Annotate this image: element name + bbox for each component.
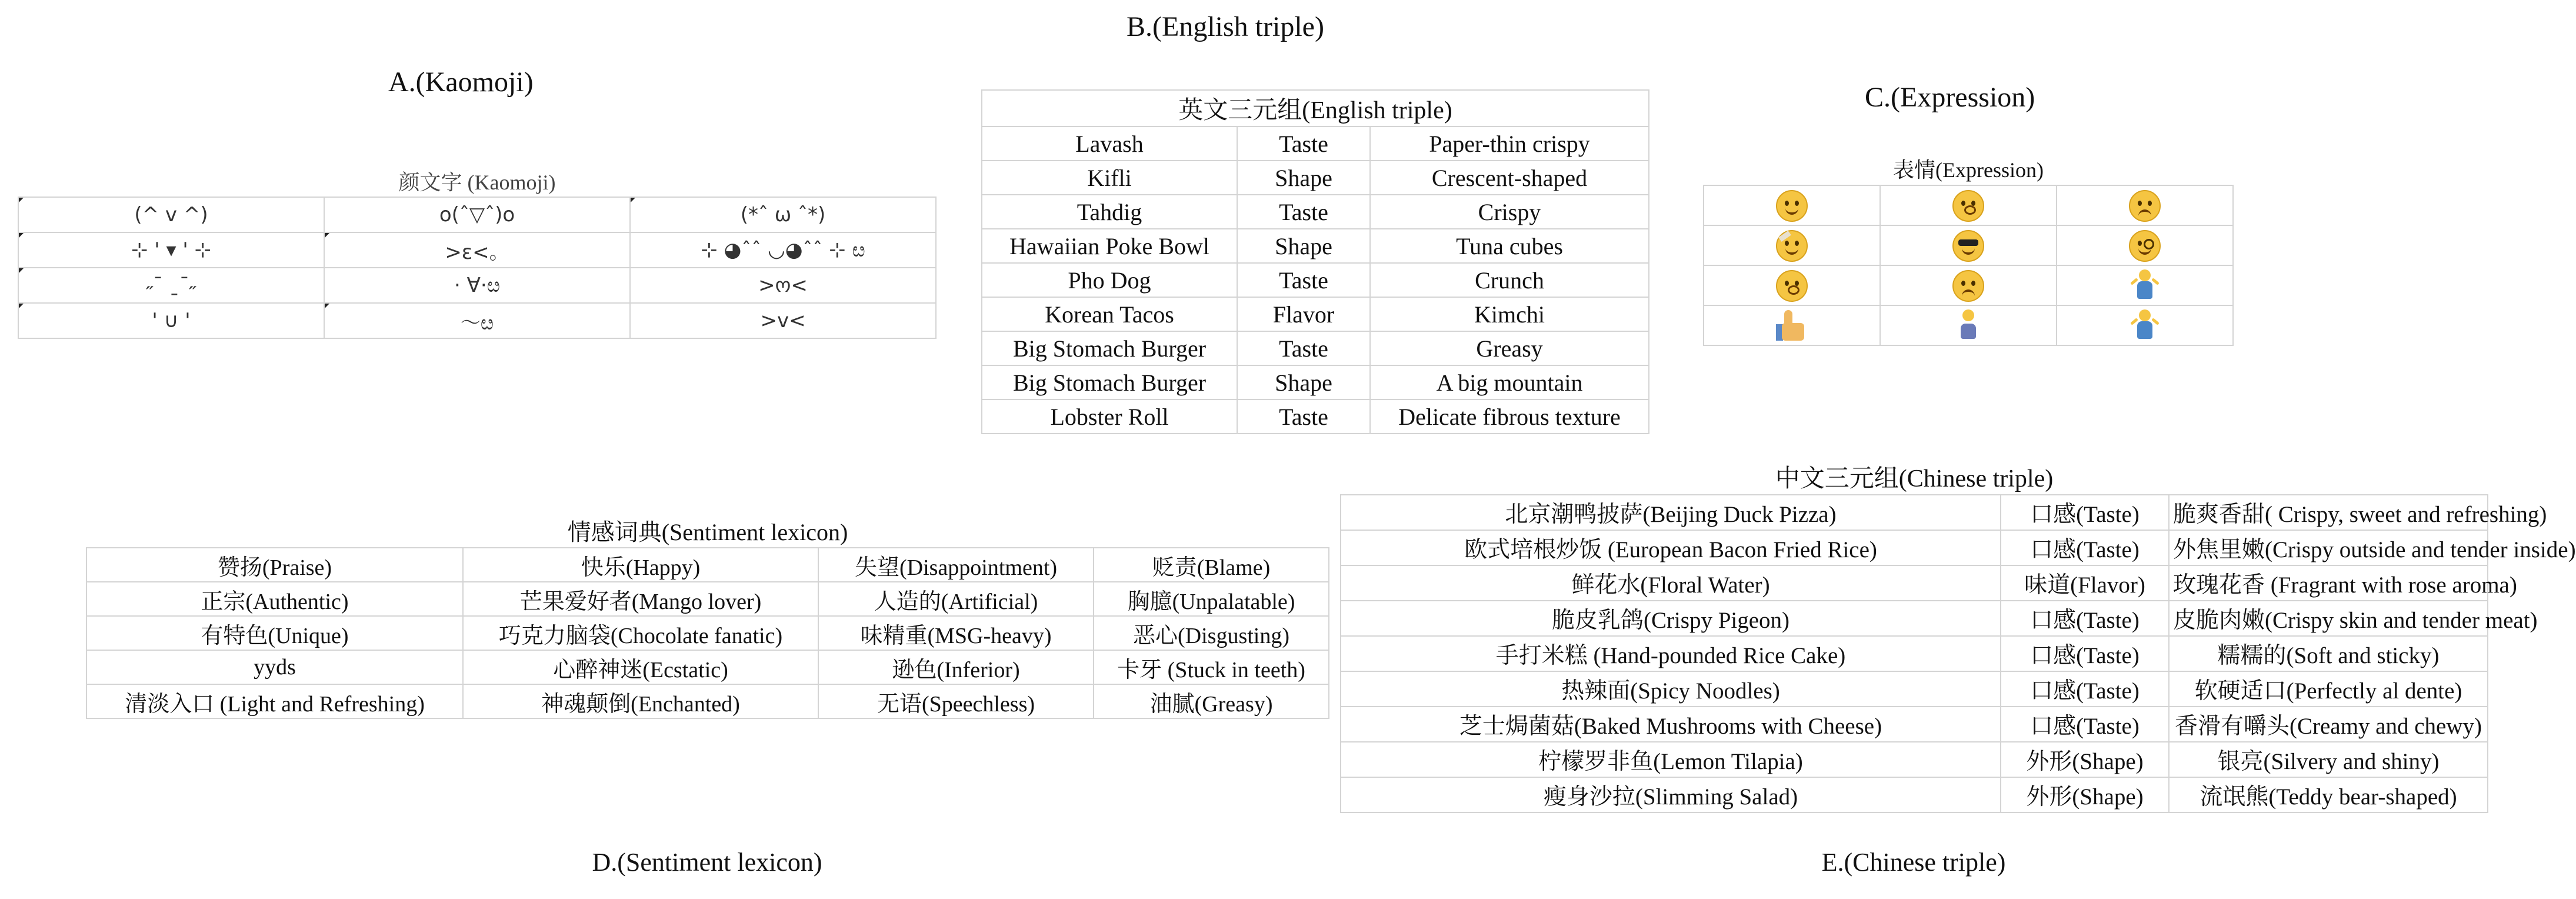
kaomoji-cell: >ε<。	[324, 232, 630, 268]
sentiment-term-cell: 无语(Speechless)	[818, 684, 1094, 718]
english-triple-cell: Taste	[1237, 195, 1370, 229]
english-triple-cell: Shape	[1237, 229, 1370, 263]
sentiment-term-cell: 清淡入口 (Light and Refreshing)	[86, 684, 463, 718]
table-row	[982, 331, 1649, 365]
table-row	[1341, 565, 2488, 601]
chinese-triple-cell: 银亮(Silvery and shiny)	[2169, 742, 2488, 777]
thumbs-up-icon	[1776, 310, 1808, 342]
chinese-triple-cell: 脆爽香甜( Crispy, sweet and refreshing)	[2169, 495, 2488, 530]
emoji-cell	[1880, 305, 2057, 345]
english-triple-cell: Kimchi	[1370, 297, 1649, 331]
english-triple-cell: Crescent-shaped	[1370, 161, 1649, 195]
chinese-triple-cell: 玫瑰花香 (Fragrant with rose aroma)	[2169, 565, 2488, 601]
english-triple-cell: Taste	[1237, 263, 1370, 297]
english-triple-cell: Kifli	[982, 161, 1237, 195]
kaomoji-table	[18, 165, 937, 339]
table-row	[1341, 601, 2488, 636]
table-row	[1341, 707, 2488, 742]
emoji-cell	[1880, 265, 2057, 305]
chinese-triple-caption: 中文三元组(Chinese triple)	[1341, 459, 2488, 495]
panel-b-title: B.(English triple)	[1127, 11, 1324, 42]
sentiment-term-cell: 快乐(Happy)	[463, 548, 818, 582]
table-row	[1341, 636, 2488, 671]
chinese-triple-cell: 芝士焗菌菇(Baked Mushrooms with Cheese)	[1341, 707, 2001, 742]
sad-face-icon	[1952, 270, 1984, 302]
table-row	[982, 126, 1649, 161]
chinese-triple-cell: 味道(Flavor)	[2001, 565, 2169, 601]
table-row	[86, 650, 1329, 684]
panel-a-title: A.(Kaomoji)	[388, 66, 534, 98]
emoji-cell	[1704, 185, 1880, 225]
english-triple-cell: Paper-thin crispy	[1370, 126, 1649, 161]
frown-face-icon	[2129, 190, 2161, 222]
english-triple-caption: 英文三元组(English triple)	[982, 90, 1649, 126]
sentiment-term-cell: 芒果爱好者(Mango lover)	[463, 582, 818, 616]
bow-person-icon	[1954, 309, 1983, 342]
english-triple-cell: Taste	[1237, 126, 1370, 161]
chinese-triple-cell: 糯糯的(Soft and sticky)	[2169, 636, 2488, 671]
chinese-triple-cell: 口感(Taste)	[2001, 636, 2169, 671]
chinese-triple-cell: 鲜花水(Floral Water)	[1341, 565, 2001, 601]
chinese-triple-table	[1340, 459, 2576, 813]
kaomoji-cell: >ო<	[630, 268, 936, 303]
sentiment-term-cell: yyds	[86, 650, 463, 684]
emoji-cell	[1704, 305, 1880, 345]
emoji-cell	[2057, 225, 2233, 265]
sentiment-term-cell: 逊色(Inferior)	[818, 650, 1094, 684]
expression-table	[1703, 152, 2234, 346]
shrug-person-icon	[2130, 269, 2160, 302]
english-triple-cell: Delicate fibrous texture	[1370, 399, 1649, 434]
sentiment-term-cell: 贬责(Blame)	[1094, 548, 1329, 582]
english-triple-cell: Pho Dog	[982, 263, 1237, 297]
kaomoji-cell: ' ∪ '	[18, 303, 324, 338]
sunglasses-face-icon	[1952, 230, 1984, 262]
chinese-triple-cell: 流氓熊(Teddy bear-shaped)	[2169, 777, 2488, 813]
kaomoji-cell: ˶ˉ ˍˉ˶	[18, 268, 324, 303]
sentiment-lexicon-caption: 情感词典(Sentiment lexicon)	[86, 513, 1329, 548]
table-row	[1341, 777, 2488, 813]
table-row	[1341, 530, 2488, 565]
english-triple-cell: Lavash	[982, 126, 1237, 161]
chinese-triple-cell: 皮脆肉嫩(Crispy skin and tender meat)	[2169, 601, 2488, 636]
sentiment-lexicon-table	[86, 513, 1329, 719]
english-triple-cell: Crispy	[1370, 195, 1649, 229]
table-row	[86, 684, 1329, 718]
table-row	[982, 161, 1649, 195]
emoji-cell	[2057, 305, 2233, 345]
chinese-triple-cell: 口感(Taste)	[2001, 671, 2169, 707]
kaomoji-cell: o(ˆ▽ˆ)o	[324, 197, 630, 232]
kaomoji-cell: 〜ೞ	[324, 303, 630, 338]
table-row	[982, 399, 1649, 434]
sentiment-term-cell: 味精重(MSG-heavy)	[818, 616, 1094, 650]
open-mouth-face-icon	[1776, 270, 1808, 302]
english-triple-cell: Shape	[1237, 365, 1370, 399]
kaomoji-cell: (^ v ^)	[18, 197, 324, 232]
emoji-cell	[2057, 185, 2233, 225]
sentiment-term-cell: 卡牙 (Stuck in teeth)	[1094, 650, 1329, 684]
chinese-triple-cell: 外形(Shape)	[2001, 777, 2169, 813]
kaomoji-table-caption: 颜文字 (Kaomoji)	[18, 165, 936, 197]
table-row	[86, 582, 1329, 616]
kaomoji-cell: ⊹ ' ▾ ' ⊹	[18, 232, 324, 268]
english-triple-cell: Greasy	[1370, 331, 1649, 365]
table-row	[86, 616, 1329, 650]
sentiment-term-cell: 有特色(Unique)	[86, 616, 463, 650]
table-row	[982, 195, 1649, 229]
table-row	[1341, 495, 2488, 530]
panel-e-caption: E.(Chinese triple)	[1821, 848, 2006, 877]
chinese-triple-cell: 欧式培根炒饭 (European Bacon Fried Rice)	[1341, 530, 2001, 565]
english-triple-cell: Big Stomach Burger	[982, 331, 1237, 365]
english-triple-cell: Lobster Roll	[982, 399, 1237, 434]
english-triple-cell: Tuna cubes	[1370, 229, 1649, 263]
english-triple-cell: Crunch	[1370, 263, 1649, 297]
english-triple-table	[981, 89, 1649, 434]
chinese-triple-cell: 软硬适口(Perfectly al dente)	[2169, 671, 2488, 707]
chinese-triple-cell: 香滑有嚼头(Creamy and chewy)	[2169, 707, 2488, 742]
kaomoji-cell: (*ˆ ω ˆ*)	[630, 197, 936, 232]
emoji-cell	[1704, 225, 1880, 265]
sentiment-term-cell: 心醉神迷(Ecstatic)	[463, 650, 818, 684]
sentiment-term-cell: 赞扬(Praise)	[86, 548, 463, 582]
sentiment-term-cell: 胸臆(Unpalatable)	[1094, 582, 1329, 616]
english-triple-cell: Hawaiian Poke Bowl	[982, 229, 1237, 263]
sentiment-term-cell: 正宗(Authentic)	[86, 582, 463, 616]
chinese-triple-cell: 瘦身沙拉(Slimming Salad)	[1341, 777, 2001, 813]
shrug-person-icon	[2130, 309, 2160, 342]
chinese-triple-cell: 口感(Taste)	[2001, 601, 2169, 636]
sentiment-term-cell: 人造的(Artificial)	[818, 582, 1094, 616]
table-row	[982, 297, 1649, 331]
panel-c-title: C.(Expression)	[1865, 82, 2035, 113]
table-row	[982, 365, 1649, 399]
kaomoji-cell: >v<	[630, 303, 936, 338]
english-triple-cell: Shape	[1237, 161, 1370, 195]
emoji-cell	[2057, 265, 2233, 305]
chinese-triple-cell: 手打米糕 (Hand-pounded Rice Cake)	[1341, 636, 2001, 671]
table-row	[982, 229, 1649, 263]
grin-face-icon	[1952, 190, 1984, 222]
english-triple-cell: Big Stomach Burger	[982, 365, 1237, 399]
chinese-triple-cell: 口感(Taste)	[2001, 530, 2169, 565]
english-triple-cell: Flavor	[1237, 297, 1370, 331]
blush-face-icon	[1776, 190, 1808, 222]
table-row	[1341, 671, 2488, 707]
sentiment-term-cell: 失望(Disappointment)	[818, 548, 1094, 582]
chinese-triple-cell: 外焦里嫩(Crispy outside and tender inside)	[2169, 530, 2488, 565]
english-triple-cell: A big mountain	[1370, 365, 1649, 399]
english-triple-cell: Taste	[1237, 331, 1370, 365]
chinese-triple-cell: 口感(Taste)	[2001, 707, 2169, 742]
chinese-triple-cell: 北京潮鸭披萨(Beijing Duck Pizza)	[1341, 495, 2001, 530]
table-row	[86, 548, 1329, 582]
sentiment-term-cell: 油腻(Greasy)	[1094, 684, 1329, 718]
chinese-triple-cell: 热辣面(Spicy Noodles)	[1341, 671, 2001, 707]
english-triple-cell: Tahdig	[982, 195, 1237, 229]
panel-d-caption: D.(Sentiment lexicon)	[592, 848, 822, 877]
kaomoji-cell: ⊹ ◕ˆˆ ◡◕ˆˆ ⊹ ೞ	[630, 232, 936, 268]
chinese-triple-cell: 柠檬罗非鱼(Lemon Tilapia)	[1341, 742, 2001, 777]
emoji-cell	[1880, 225, 2057, 265]
english-triple-cell: Taste	[1237, 399, 1370, 434]
dizzy-face-icon	[2129, 230, 2161, 262]
sentiment-term-cell: 恶心(Disgusting)	[1094, 616, 1329, 650]
kaomoji-cell: · ∀·ೞ	[324, 268, 630, 303]
english-triple-cell: Korean Tacos	[982, 297, 1237, 331]
bandage-face-icon	[1776, 230, 1808, 262]
chinese-triple-cell: 脆皮乳鸽(Crispy Pigeon)	[1341, 601, 2001, 636]
table-row	[1341, 742, 2488, 777]
chinese-triple-cell: 外形(Shape)	[2001, 742, 2169, 777]
sentiment-term-cell: 巧克力脑袋(Chocolate fanatic)	[463, 616, 818, 650]
emoji-cell	[1704, 265, 1880, 305]
emoji-cell	[1880, 185, 2057, 225]
chinese-triple-cell: 口感(Taste)	[2001, 495, 2169, 530]
table-row	[982, 263, 1649, 297]
expression-table-caption: 表情(Expression)	[1704, 152, 2233, 185]
sentiment-term-cell: 神魂颠倒(Enchanted)	[463, 684, 818, 718]
